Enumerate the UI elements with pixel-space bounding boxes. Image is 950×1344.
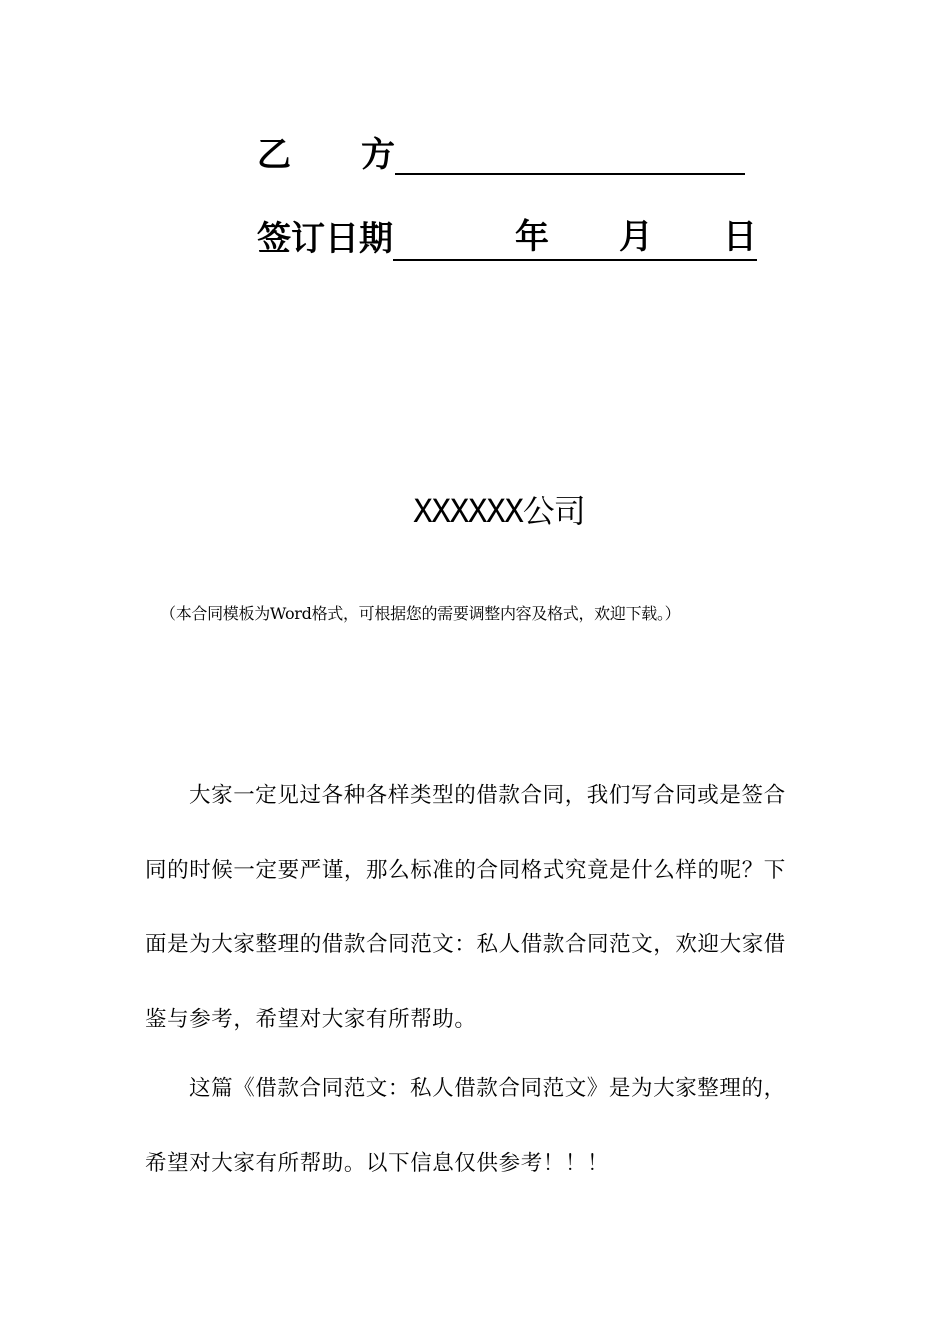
party-b-label-char-1: 乙 <box>257 135 291 175</box>
template-note: （本合同模板为Word格式，可根据您的需要调整内容及格式，欢迎下载。） <box>160 604 681 623</box>
party-b-label-char-2: 方 <box>361 135 395 175</box>
sign-date-blank[interactable] <box>393 215 757 261</box>
day-label: 日 <box>723 217 757 257</box>
body-paragraph-2: 这篇《借款合同范文：私人借款合同范文》是为大家整理的，希望对大家有所帮助。以下信息仅供参考！！！ <box>145 1076 786 1176</box>
sign-date-line <box>257 215 757 261</box>
year-label: 年 <box>515 217 549 257</box>
body-paragraph-1: 大家一定见过各种各样类型的借款合同，我们写合同或是签合同的时候一定要严谨，那么标准的合同格式究竟是什么样的呢？下面是为大家整理的借款合同范文：私人借款合同范文，欢迎大家借鉴与参考，希望对大家有所帮助。 <box>145 783 786 1032</box>
party-b-blank[interactable] <box>395 137 745 175</box>
sign-date-label: 签订日期 <box>257 219 393 259</box>
month-label: 月 <box>619 217 653 257</box>
party-b-label <box>257 133 395 177</box>
company-name: XXXXXX公司 <box>413 492 585 530</box>
party-b-line <box>257 133 745 177</box>
